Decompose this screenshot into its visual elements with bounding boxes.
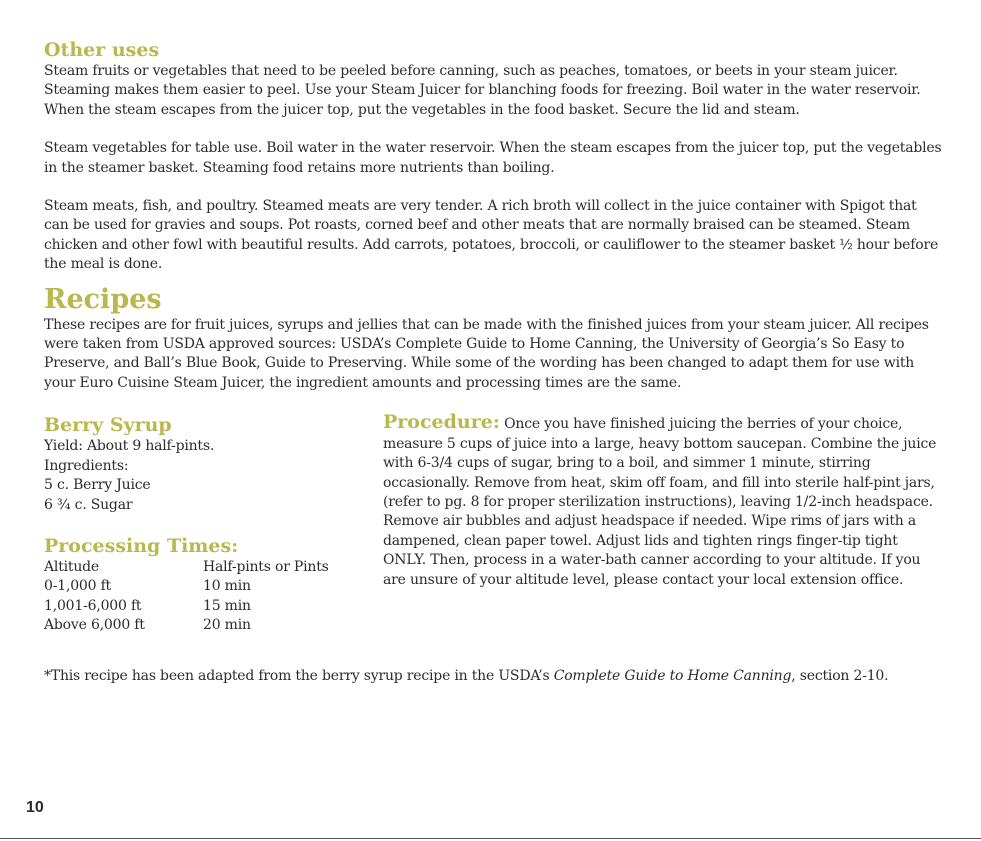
table-row bbox=[44, 616, 344, 635]
table-cell: 20 min bbox=[203, 617, 251, 634]
processing-times-heading: Processing Times: bbox=[44, 534, 239, 557]
table-cell: Above 6,000 ft bbox=[44, 617, 145, 634]
table-header-row bbox=[44, 558, 344, 577]
other-uses-paragraph-2: Steam vegetables for table use. Boil water in the water reservoir. When the steam escapes from the juicer top, put the vegetables in the steamer basket. Steaming food retains more nutrients than boiling. bbox=[44, 140, 942, 176]
ingredients-label: Ingredients: bbox=[44, 457, 129, 474]
table-row bbox=[44, 577, 344, 596]
recipes-heading: Recipes bbox=[44, 283, 162, 315]
procedure-heading: Procedure: bbox=[383, 411, 500, 434]
page-number: 10 bbox=[26, 799, 44, 816]
berry-syrup-yield: Yield: About 9 half-pints. bbox=[44, 438, 215, 455]
table-header-cell: Altitude bbox=[44, 558, 99, 575]
footnote-suffix: , section 2-10. bbox=[791, 668, 889, 684]
table-cell: 1,001-6,000 ft bbox=[44, 597, 142, 614]
other-uses-paragraph-1: Steam fruits or vegetables that need to be peeled before canning, such as peaches, tomatoes, or beets in your steam juicer. Steaming makes them easier to peel. Use your Steam Juicer for blanching foods for freezing. Boil water in the water reservoir. When the steam escapes from the juicer top, put the vegetables in the food basket. Secure the lid and steam. bbox=[44, 63, 921, 118]
table-row bbox=[44, 597, 344, 616]
table-cell: 15 min bbox=[203, 597, 251, 614]
procedure-text: Once you have finished juicing the berries of your choice, measure 5 cups of juice into a large, heavy bottom saucepan. Combine the juice with 6-3/4 cups of sugar, bring to a boil, and simmer 1 minute, stirring occasionally. Remove from heat, skim off foam, and fill into sterile half-pint jars, (refer to pg. 8 for proper sterilization instructions), leaving 1/2-inch headspace. Remove air bubbles and adjust headspace if needed. Wipe rims of jars with a dampened, clean paper towel. Adjust lids and tighten rings finger-tip tight ONLY. Then, process in a water-bath canner according to your altitude. If you are unsure of your altitude level, please contact your local extension office. bbox=[383, 416, 937, 588]
recipe-left-column bbox=[44, 413, 364, 635]
berry-syrup-heading: Berry Syrup bbox=[44, 414, 172, 437]
other-uses-heading: Other uses bbox=[44, 39, 160, 61]
recipe-columns bbox=[44, 413, 944, 651]
footnote bbox=[44, 667, 954, 686]
footnote-title: Complete Guide to Home Canning bbox=[553, 668, 792, 684]
procedure-paragraph bbox=[383, 413, 939, 590]
recipe-right-column bbox=[383, 413, 939, 590]
bottom-rule bbox=[0, 838, 981, 839]
table-cell: 10 min bbox=[203, 578, 251, 595]
recipes-intro: These recipes are for fruit juices, syrups and jellies that can be made with the finished juices from your steam juicer. All recipes were taken from USDA approved sources: USDA’s Complete Guide to Home Canning, the University of Georgia’s So Easy to Preserve, and Ball’s Blue Book, Guide to Preserving. While some of the wording has been changed to adapt them for use with your Euro Cuisine Steam Juicer, the ingredient amounts and processing times are the same. bbox=[44, 316, 929, 391]
other-uses-paragraph-3: Steam meats, fish, and poultry. Steamed meats are very tender. A rich broth will collect in the juice container with Spigot that can be used for gravies and soups. Pot roasts, corned beef and other meats that are normally braised can be steamed. Steam chicken and other fowl with beautiful results. Add carrots, potatoes, broccoli, or cauliflower to the steamer basket ½ hour before the meal is done. bbox=[44, 198, 939, 273]
ingredient-item: 5 c. Berry Juice bbox=[44, 477, 151, 494]
ingredient-item: 6 ¾ c. Sugar bbox=[44, 496, 133, 513]
footnote-prefix: *This recipe has been adapted from the berry syrup recipe in the USDA’s bbox=[44, 668, 554, 684]
page-content bbox=[44, 38, 944, 651]
table-cell: 0-1,000 ft bbox=[44, 578, 111, 595]
processing-times-table bbox=[44, 558, 344, 636]
table-header-cell: Half-pints or Pints bbox=[203, 558, 329, 575]
